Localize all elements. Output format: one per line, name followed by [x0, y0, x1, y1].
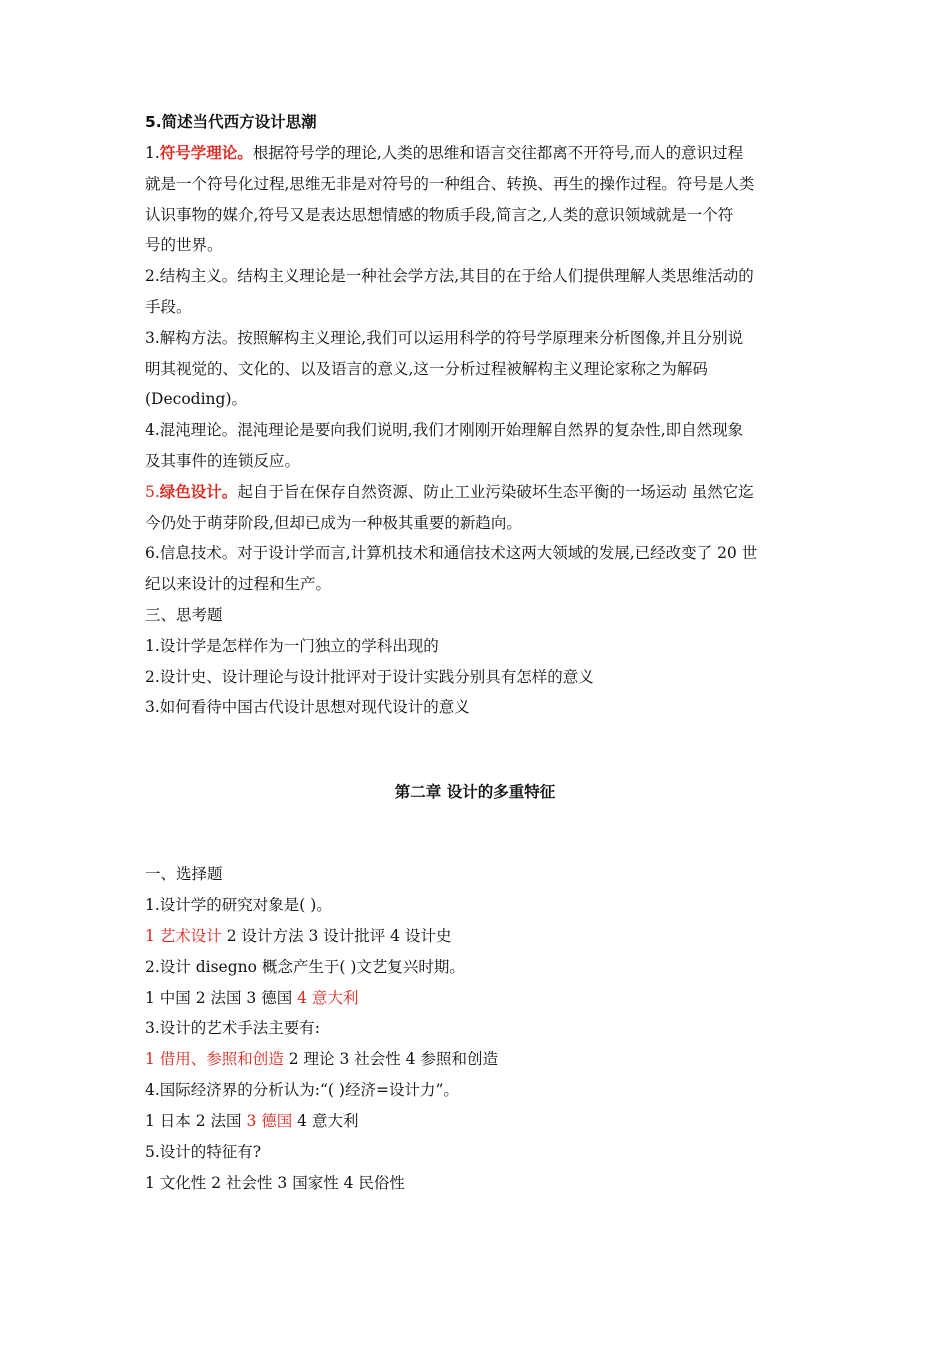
highlighted-term: 绿色设计。 — [159, 483, 238, 501]
thinking-question: 2.设计史、设计理论与设计批评对于设计实践分别具有怎样的意义 — [145, 668, 594, 686]
options-text: 2 理论 3 社会性 4 参照和创造 — [283, 1050, 498, 1068]
highlighted-term: 符号学理论。 — [159, 144, 253, 162]
item-number: 5. — [145, 483, 160, 501]
correct-answer: 1 借用、参照和创造 — [145, 1050, 284, 1068]
choice-question: 4.国际经济界的分析认为:“( )经济=设计力”。 — [145, 1081, 459, 1099]
item-text: 起自于旨在保存自然资源、防止工业污染破坏生态平衡的一场运动 虽然它迄 — [237, 483, 754, 501]
paragraph-line: 3.解构方法。按照解构主义理论,我们可以运用科学的符号学原理来分析图像,并且分别说 — [145, 329, 744, 347]
paragraph-line: 号的世界。 — [145, 236, 223, 254]
paragraph-line: 就是一个符号化过程,思维无非是对符号的一种组合、转换、再生的操作过程。符号是人类 — [145, 175, 755, 193]
choice-options — [145, 1111, 358, 1131]
chapter-title: 第二章 设计的多重特征 — [394, 783, 556, 801]
section-heading: 5.简述当代西方设计思潮 — [145, 113, 317, 131]
correct-answer: 4 意大利 — [297, 989, 359, 1007]
paragraph-line: 及其事件的连锁反应。 — [145, 452, 301, 470]
choice-options — [145, 926, 451, 946]
options-text: 1 中国 2 法国 3 德国 — [145, 989, 298, 1007]
paragraph-line: 手段。 — [145, 298, 192, 316]
choice-question: 5.设计的特征有? — [145, 1143, 262, 1161]
paragraph-line: 2.结构主义。结构主义理论是一种社会学方法,其目的在于给人们提供理解人类思维活动的 — [145, 267, 754, 285]
paragraph-line: (Decoding)。 — [145, 390, 247, 408]
thinking-question: 1.设计学是怎样作为一门独立的学科出现的 — [145, 637, 439, 655]
correct-answer: 1 艺术设计 — [145, 927, 222, 945]
paragraph-line: 纪以来设计的过程和生产。 — [145, 575, 332, 593]
choice-question: 2.设计 disegno 概念产生于( )文艺复兴时期。 — [145, 958, 465, 976]
options-text: 4 意大利 — [292, 1112, 359, 1130]
choice-options: 1 文化性 2 社会性 3 国家性 4 民俗性 — [145, 1174, 405, 1192]
options-text: 2 设计方法 3 设计批评 4 设计史 — [221, 927, 452, 945]
item-number: 1. — [145, 144, 160, 162]
item-text: 根据符号学的理论,人类的思维和语言交往都离不开符号,而人的意识过程 — [252, 144, 744, 162]
paragraph-line: 6.信息技术。对于设计学而言,计算机技术和通信技术这两大领域的发展,已经改变了 20 世 — [145, 544, 758, 562]
choice-options — [145, 1049, 498, 1069]
choice-question: 1.设计学的研究对象是( )。 — [145, 896, 332, 914]
paragraph-line — [145, 482, 754, 502]
choice-options — [145, 988, 358, 1008]
paragraph-line: 明其视觉的、文化的、以及语言的意义,这一分析过程被解构主义理论家称之为解码 — [145, 360, 708, 378]
options-text: 1 日本 2 法国 — [145, 1112, 247, 1130]
thinking-heading: 三、思考题 — [145, 606, 223, 624]
choice-heading: 一、选择题 — [145, 865, 223, 883]
paragraph-line: 4.混沌理论。混沌理论是要向我们说明,我们才刚刚开始理解自然界的复杂性,即自然现象 — [145, 421, 744, 439]
choice-question: 3.设计的艺术手法主要有: — [145, 1019, 321, 1037]
thinking-question: 3.如何看待中国古代设计思想对现代设计的意义 — [145, 698, 470, 716]
correct-answer: 3 德国 — [246, 1112, 293, 1130]
paragraph-line: 认识事物的媒介,符号又是表达思想情感的物质手段,简言之,人类的意识领域就是一个符 — [145, 206, 734, 224]
paragraph-line: 今仍处于萌芽阶段,但却已成为一种极其重要的新趋向。 — [145, 514, 522, 532]
paragraph-line — [145, 143, 743, 163]
